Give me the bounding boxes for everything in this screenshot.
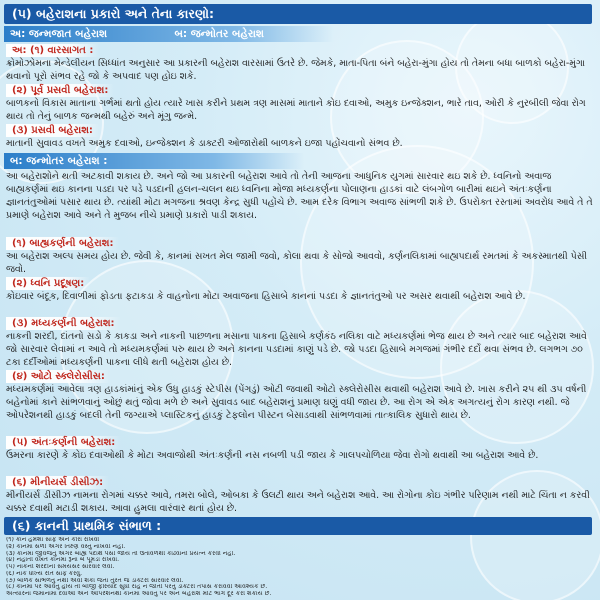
paragraph-acquired-intro: આ બહેરાશોને થતી અટકાવી શકાય છે. અને જો આ પ્રકારની બહેરાશ આવે તો તેની આજના આધુનિક યુગમાં સારવાર થઇ શકે છે. ધ્વનિનો અવાજ બાહ્યકર્ણમાં થઇ કાનના પડદા પર પડે પડદાની હલન-ચલન થઇ ધ્વનિના મોજા મધ્યકર્ણના પોલાણના હાડકાં વાટે લંબગોળ બારીમાં થઇને અંતઃકર્ણના જ્ઞાનતંતુઓમાં પસાર થાય છે. ત્યાંથી મોટા મગજના શ્રવણ કેન્દ્ર સુધી પહોંચે છે. આમ દરેક વિભાગ અવાજ સાંભળી શકે છે. ઉપરોક્ત રસ્તામાં અવરોધ આવે તે તે પ્રમાણે બહેરાશ આવે અને તે મુજબ નીચે પ્રમાણે પ્રકારો પાડી શકાય. <box>6 171 593 221</box>
paragraph-inner-ear: ઉંમરના કારણે કે કોઇ દવાઓથી કે મોટા અવાજોથી અંતઃકર્ણની નસ નબળી પડી જાય કે ગાલપચોળિયા જેવા રોગો થવાથી આ બહેરાશ આવે છે. <box>6 450 539 461</box>
paragraph-middle-ear: નાકની શરદી, દાંતનો સડો કે કાકડા અને નાકની પાછળના મસાના પાકના હિસાબે કર્ણકંઠ નલિકા વાટે મધ્યકર્ણમાં ભેજ થાય છે અને ત્યાર બાદ બહેરાશ આવે જો સારવાર લેવામાં ન આવે તો મધ્યમકર્ણમાં પરુ થાય છે અને કાનના પડદામાં કાણું પડે છે. જો પડદા હિસાબે મગજમાં ગંભીર દર્દો થવા સંભવ છે. લગભગ ૭૦ ટકા દર્દીઓમાં મધ્યકર્ણની પાકના લીધે થતી બહેરાશ હોય છે. <box>6 331 587 368</box>
list-item: (૪) નહાતી વખતે કાનમાં રૂનાં બે પૂંમડા રાખવા. <box>6 557 120 564</box>
subheading-noise-pollution: (૨) ધ્વનિ પ્રદૂષણ: <box>6 277 90 290</box>
list-item: અત્યારના જમાનામાં દવાઓ અને ઓપરેશનથી કાનમાં આવતું પર અને બહેરાશ મોટે ભાગે દૂર કરી શકાય છે. <box>6 591 272 598</box>
paragraph-hereditary: ક્રોમોઝોમના મેન્ડેલીયન સિધ્ધાંત અનુસાર આ પ્રકારની બહેરાશ વારસામાં ઉતરે છે. જેમકે, માતા-પિતા બંને બહેરા-મુંગા હોય તો તેમના બધા બાળકો બહેરા-મુંગા થવાનો પૂરો સંભવ રહે જો કે અપવાદ પણ હોઇ શકે. <box>6 58 585 82</box>
subheading-otosclerosis: (૪) ઓટો સ્ક્લેરોસીસ: <box>6 370 111 383</box>
subheading-natal: (૩) પ્રસવી બહેરાશ: <box>6 124 99 137</box>
paragraph-menieres: મીનીયર્સ ડીસીઝ નામના રોગમાં ચક્કર આવે, તમરા બોલે, ઓબકા કે ઉલટી થાય અને બહેરાશ આવે. આ રોગોના કોઇ ગંભીર પરિણામ નથી માટે ચિંતા ન કરવી ચક્કર દવાથી મટાડી શકાય. આવા હુમલા વારંવાર થતાં હોય છે. <box>6 490 590 514</box>
paragraph-noise-pollution: કોઇવાર બંદૂક, દિવાળીમાં ફોડતા ફટાકડા કે વાહનોના મોટા અવાજના હિસાબે કાનનાં પડદા કે જ્ઞાનતંતુઓ પર અસર થવાથી બહેરાશ આવે છે. <box>6 291 526 302</box>
acquired-banner: બ: જન્મોતર બહેરાશ : <box>4 153 304 169</box>
paragraph-prenatal: બાળકનો વિકાસ માતાના ગર્ભમાં થતો હોય ત્યારે ખાસ કરીને પ્રથમ ત્રણ માસમાં માતાને કોઇ દવાઓ, અમુક ઇન્જેક્શન, ભારે તાવ, ઓરી કે નુરબીલી જેવા રોગ થાય તો તેનું બાળક જન્મથી બહેરું અને મૂંગુ જન્મે. <box>6 98 586 122</box>
section-heading-ear-care-visible: (૬) કાનની પ્રાથમિક સંભાળ : <box>4 517 592 535</box>
subheading-hereditary: અ: (૧) વારસાગત : <box>6 44 99 57</box>
list-item: (૨) કાનમાં સળી અગર તિક્ષ્ણ વસ્તુ નાખવી નહીં. <box>6 543 126 550</box>
list-item: (૬) નાક ધોખ્ય રીતે સાફ કરવું. <box>6 570 83 577</box>
subheading-middle-ear: (૩) મધ્યકર્ણની બહેરાશ: <box>6 317 121 330</box>
paragraph-natal: માતાની સુવાવડ વખતે અમુક દવાઓ, ઇન્જેક્શન કે ડાક્ટરી ઓજારોથી બાળકને ઇજા પહોંચવાનો સંભવ છે. <box>6 138 403 149</box>
subheading-menieres: (૬) મીનીયર્સ ડીસીઝ: <box>6 476 109 489</box>
paragraph-outer-ear: આ બહેરાશ અલ્પ સમય હોય છે. જેવી કે, કાનમાં સખત મેલ જામી જવો, કોલા થવા કે સોજો આવવો, કર્ણનલિકામાં બાહ્યપદાર્થ રમતમાં કે અકસ્માતથી પેસી જવો. <box>6 251 588 275</box>
types-banner <box>4 26 334 42</box>
type-b-label: બ: જન્મોતર બહેરાશ <box>174 28 265 40</box>
ear-care-list <box>6 537 594 598</box>
list-item: (૭) બાળક સાંભળતું નથી એવી શંકા જતાં તુરત જ ડાક્ટરી સારવાર લેવી. <box>6 577 184 584</box>
type-a-label: અ: જન્મજાત બહેરાશ <box>10 28 108 40</box>
subheading-outer-ear: (૧) બાહ્યકર્ણની બહેરાશ: <box>6 237 119 250</box>
paragraph-otosclerosis: મધ્યમકર્ણમાં આવેલા ત્રણ હાડકાંમાંનું એક ઉંધુ હાડકું સ્ટેપીસ (પેંગડું) ઓટી જવાથી ઓટો સ્ક્લેરોસીસ થવાથી બહેરાશ આવે છે. ખાસ કરીને ૨૫ થી ૩૫ વર્ષની બહેનોમાં કાને સાંભળવાનું ઓછું થતું જોવા મળે છે અને સુવાવડ બાદ બહેરાશનું પ્રમાણ ઘણું વધી જાય છે. આ રોગ એ એક અગત્યનું રોગ કારણ નથી. જે ઓપરેશનથી હાડકું બદલી તેની જગ્યાએ પ્લાસ્ટિકનું હાડકું ટેફલોન પીસ્ટન બેસાડવાથી સાંભળવામાં તાત્કાલિક સુધારો થાય છે. <box>6 384 587 421</box>
subheading-prenatal: (૨) પૂર્વ પ્રસવી બહેરાશ: <box>6 84 114 97</box>
subheading-inner-ear: (૫) અંતઃકર્ણની બહેરાશ: <box>6 436 121 449</box>
list-item: (૧) કાન હંમેશા સાફ અને કોરા રાખવો <box>6 537 100 543</box>
section-heading-types-causes: (૫) બહેરાશના પ્રકારો અને તેના કારણો: <box>4 4 592 24</box>
list-item: (૮) કાનમાં પર આવતું હોય તો બીજી ફરિયાદ સુધી રાહ ન જોતી પરંતુ ડાક્ટરી તપાસ કરાવવી આવશ્યક છે. <box>6 584 268 591</box>
list-item: (૩) કાનમાં જીવજંતુ અગર બાહ્ય પદાર્થ પેસી જાય તો ઉતાવળથી કાઢવાનો પ્રયત્ન કરવો નહીં. <box>6 550 236 557</box>
list-item: (૫) નાકની શરદીની સમયસર સારવાર લેવી. <box>6 564 115 571</box>
